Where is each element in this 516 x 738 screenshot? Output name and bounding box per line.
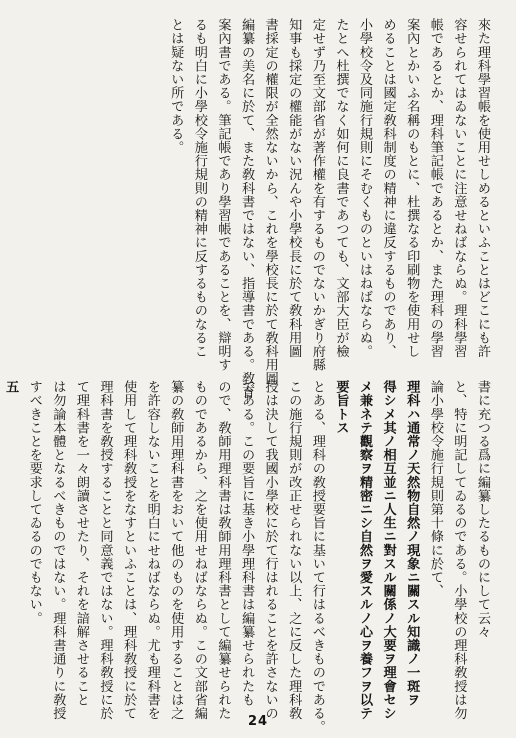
text-column: 書に充つる爲に編纂したるものにして云々 (475, 380, 490, 639)
text-column: 定せず乃至文部省が著作權を有するものでないかぎり府縣 (309, 18, 325, 372)
text-column: は勿論本體となるべきものではない。理科書通りに敎授 (50, 380, 66, 720)
text-column: ので、敎師用理科書は敎師用理科書として編纂せられた (215, 380, 231, 720)
text-column: めることは國定敎科制度の精神に違反するものであり、 (380, 18, 396, 358)
text-column: メ兼ネテ觀察ヲ精密ニシ自然ヲ愛スルノ心ヲ養フヲ以テ (357, 380, 373, 720)
section-heading: 五 (3, 380, 19, 396)
text-column: 要旨トス (333, 380, 349, 435)
text-column: たとへ杜撰でなく如何に良書であつても、文部大臣が檢 (333, 18, 349, 358)
text-column: 案內書である。筆記帳であり學習帳であることを、辯明す (215, 18, 231, 372)
text-column: ものであるから、之を使用せねばならぬ。この文部省編 (191, 380, 207, 720)
text-column: 論小學校令施行規則第十條に於て、 (427, 380, 443, 598)
text-column: 書採定の權限が全然ないから、これを學校長に於て敎科用圖 (262, 18, 278, 386)
text-column: て理科書を一々朗讀させたり、それを諳解させること (73, 380, 89, 707)
text-column: 來た理科學習帳を使用せしめるといふことはどこにも許 (475, 18, 490, 358)
text-column: 知事も採定の權能がない況んや小學校長に於て敎科用圖 (286, 18, 302, 358)
text-column: と、特に明記してゐるのである。小學校の理科敎授は勿 (451, 380, 467, 720)
upper-text-block (164, 18, 494, 399)
text-column: 案內とかいふ名稱のもとに、杜撰なる印刷物を使用せし (404, 18, 420, 358)
text-column: すべきことを要求してゐるのでもない。 (26, 380, 42, 625)
page-number: 24 (247, 714, 269, 729)
text-column: 小學校令及同施行規則にそむくものといはねばならぬ。 (357, 18, 373, 358)
text-column: 編纂の美名に於て、また敎科書ではない、指導書である。敎育 (239, 18, 255, 399)
text-column: を許容しないことを明白にせねばならぬ。尤も理科書を (144, 380, 160, 720)
text-column: とは疑ない所である。 (168, 18, 184, 154)
text-column: 使用して理科敎授をなすといふことは、理科敎授に於て (121, 380, 137, 720)
text-column: である。この要旨に基き小學理科書は編纂せられたも (239, 380, 255, 707)
text-column: この施行規則が改正せられない以上、之に反した理科敎 (286, 380, 302, 720)
text-column: 纂の敎師用理科書をおいて他のものを使用することは之 (168, 380, 184, 720)
text-column: 容せられてはゐないことに注意せねばならぬ。理科學習 (451, 18, 467, 358)
text-column: 帳であるとか、理科筆記帳であるとか、また理科の學習 (427, 18, 443, 358)
text-column: とある、理科の敎授要旨に基いて行はるべきものである。 (309, 380, 325, 734)
text-column: 理科書を敎授することと同意義ではない。理科敎授に於 (97, 380, 113, 720)
text-column: 得シメ其ノ相互並ニ人生ニ對スル關係ノ大要ヲ理會セシ (380, 380, 396, 720)
text-column: るも明白に小學校令施行規則の精神に反するものなるこ (191, 18, 207, 358)
text-column: 理科ハ通常ノ天然物自然ノ現象ニ關スル知識ノ一斑ヲ (404, 380, 420, 707)
text-column: 授は決して我國小學校に於て行はれることを許さないの (262, 380, 278, 720)
